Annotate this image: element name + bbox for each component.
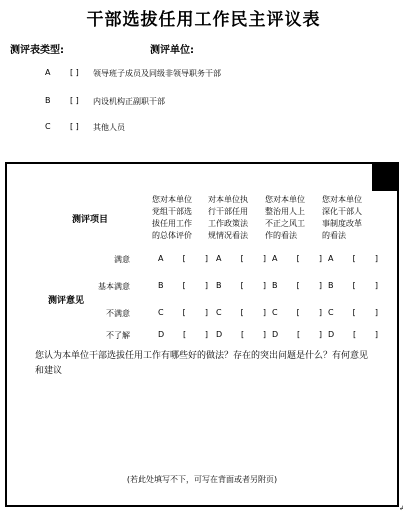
bracket-open: [ (240, 308, 244, 317)
choice-cell[interactable] (328, 281, 378, 290)
choice-letter: D (158, 330, 165, 339)
bracket-open: [ (182, 308, 186, 317)
column-header-3-line: 不正之风工 (265, 219, 305, 228)
column-header-4 (322, 194, 378, 242)
corner-block (372, 164, 397, 191)
choice-cell[interactable] (328, 308, 378, 317)
option-checkbox-a[interactable]: [ ] (70, 68, 79, 77)
bracket-open: [ (352, 281, 356, 290)
choice-letter: A (216, 254, 222, 263)
option-checkbox-b[interactable]: [ ] (70, 96, 79, 105)
bracket-open: [ (182, 330, 187, 339)
bracket-close: ] (374, 330, 378, 339)
unit-label: 测评单位: (150, 45, 194, 56)
bracket-open: [ (296, 330, 301, 339)
bracket-close: ] (374, 281, 378, 290)
row-label-satisfied: 满意 (114, 255, 130, 264)
choice-cell[interactable] (272, 330, 322, 339)
question-text: 您认为本单位干部选拔任用工作有哪些好的做法？存在的突出问题是什么？有何意见和建议 (35, 351, 369, 376)
bracket-open: [ (240, 330, 245, 339)
bracket-close: ] (262, 330, 266, 339)
choice-cell[interactable] (328, 254, 378, 263)
column-header-3-line: 作的看法 (265, 231, 297, 240)
choice-cell[interactable] (216, 308, 266, 317)
item-header: 测评项目 (72, 215, 109, 225)
choice-letter: A (328, 254, 334, 263)
column-header-1-line: 拔任用工作 (152, 219, 192, 228)
choice-letter: D (216, 330, 223, 339)
choice-cell[interactable] (216, 330, 266, 339)
choice-cell[interactable] (216, 281, 266, 290)
option-text-c: 其他人员 (93, 123, 125, 132)
bracket-open: [ (352, 330, 357, 339)
column-header-4-line: 您对本单位 (322, 195, 362, 204)
bracket-open: [ (352, 254, 356, 263)
row-label-basically-satisfied: 基本满意 (98, 282, 130, 291)
column-header-2-line: 对本单位执 (208, 195, 248, 204)
bracket-close: ] (374, 308, 378, 317)
paragraph-mark-icon: ↲ (399, 505, 405, 512)
column-header-1-line: 党组干部选 (152, 207, 192, 216)
choice-letter: A (158, 254, 164, 263)
choice-cell[interactable] (158, 308, 208, 317)
choice-letter: B (158, 281, 164, 290)
choice-letter: C (272, 308, 278, 317)
bracket-close: ] (262, 281, 266, 290)
choice-letter: C (158, 308, 164, 317)
column-header-1-line: 的总体评价 (152, 231, 192, 240)
option-checkbox-c[interactable]: [ ] (70, 122, 79, 131)
column-header-4-line: 事制度改革 (322, 219, 362, 228)
column-header-2-line: 行干部任用 (208, 207, 248, 216)
bracket-open: [ (240, 254, 244, 263)
choice-cell[interactable] (158, 281, 208, 290)
bracket-close: ] (318, 308, 322, 317)
column-header-1 (152, 194, 208, 242)
bracket-close: ] (204, 281, 208, 290)
bracket-open: [ (352, 308, 356, 317)
page-title: 干部选拔任用工作民主评议表 (86, 10, 321, 30)
choice-cell[interactable] (272, 254, 322, 263)
opinion-label: 测评意见 (48, 296, 85, 306)
bracket-close: ] (204, 330, 208, 339)
bracket-open: [ (296, 254, 300, 263)
bracket-close: ] (262, 308, 266, 317)
choice-letter: D (272, 330, 279, 339)
option-text-a: 领导班子成员及同级非领导职务干部 (93, 69, 221, 78)
row-label-unknown: 不了解 (106, 331, 130, 340)
row-label-dissatisfied: 不满意 (106, 309, 130, 318)
bracket-close: ] (262, 254, 266, 263)
choice-letter: C (216, 308, 222, 317)
bracket-open: [ (296, 308, 300, 317)
choice-cell[interactable] (216, 254, 266, 263)
bracket-open: [ (240, 281, 244, 290)
choice-letter: D (328, 330, 335, 339)
column-header-3 (265, 194, 321, 242)
bracket-close: ] (204, 254, 208, 263)
option-letter-b: B (45, 96, 51, 105)
option-letter-c: C (45, 122, 51, 131)
bracket-close: ] (204, 308, 208, 317)
choice-cell[interactable] (158, 254, 208, 263)
bracket-close: ] (374, 254, 378, 263)
choice-cell[interactable] (272, 281, 322, 290)
form-type-label: 测评表类型: (10, 45, 64, 56)
bracket-close: ] (318, 254, 322, 263)
column-header-1-line: 您对本单位 (152, 195, 192, 204)
choice-letter: B (216, 281, 222, 290)
option-letter-a: A (45, 68, 51, 77)
bracket-close: ] (318, 330, 322, 339)
column-header-2-line: 工作政策法 (208, 219, 248, 228)
column-header-2-line: 规情况看法 (208, 231, 248, 240)
bracket-open: [ (182, 281, 186, 290)
bracket-open: [ (182, 254, 186, 263)
choice-cell[interactable] (272, 308, 322, 317)
column-header-3-line: 您对本单位 (265, 195, 305, 204)
bracket-close: ] (318, 281, 322, 290)
column-header-4-line: 深化干部人 (322, 207, 362, 216)
option-text-b: 内设机构正副职干部 (93, 97, 165, 106)
column-header-3-line: 整治用人上 (265, 207, 305, 216)
column-header-4-line: 的看法 (322, 231, 346, 240)
choice-letter: B (272, 281, 278, 290)
bracket-open: [ (296, 281, 300, 290)
choice-cell[interactable] (158, 330, 208, 339)
column-header-2 (208, 194, 264, 242)
choice-letter: A (272, 254, 278, 263)
choice-letter: B (328, 281, 334, 290)
footnote: (若此处填写不下，可写在背面或者另附页) (126, 475, 278, 484)
choice-letter: C (328, 308, 334, 317)
choice-cell[interactable] (328, 330, 378, 339)
